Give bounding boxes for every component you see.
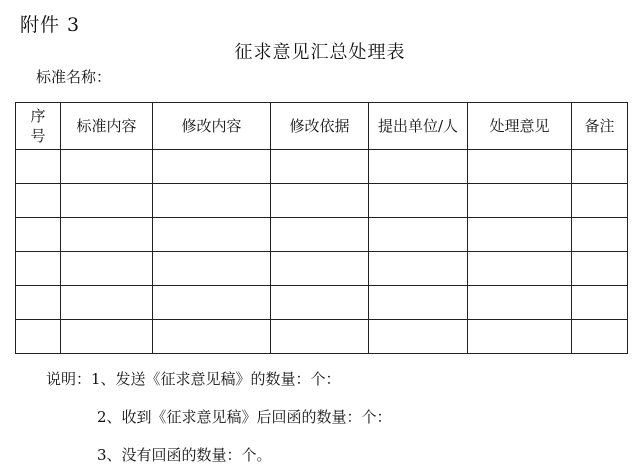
table-cell — [468, 218, 572, 252]
table-row — [16, 252, 628, 286]
table-cell — [271, 252, 369, 286]
table-row — [16, 320, 628, 354]
standard-name-label: 标准名称： — [36, 68, 112, 86]
table-cell — [271, 218, 369, 252]
column-header-submitter: 提出单位/人 — [369, 103, 468, 150]
table-cell — [16, 150, 61, 184]
table-cell — [16, 286, 61, 320]
table-cell — [468, 252, 572, 286]
table-row — [16, 218, 628, 252]
table-cell — [61, 252, 153, 286]
table-cell — [468, 286, 572, 320]
table-cell — [61, 286, 153, 320]
table-cell — [271, 184, 369, 218]
table-cell — [468, 320, 572, 354]
table-cell — [572, 252, 628, 286]
column-header-standard-content: 标准内容 — [61, 103, 153, 150]
table-cell — [271, 150, 369, 184]
note-line-received-count: 2、收到《征求意见稿》后回函的数量：个： — [97, 408, 392, 426]
table-cell — [468, 184, 572, 218]
table-row — [16, 286, 628, 320]
table-cell — [16, 320, 61, 354]
table-cell — [369, 218, 468, 252]
column-header-modified-content: 修改内容 — [153, 103, 271, 150]
table-cell — [61, 218, 153, 252]
table-cell — [153, 320, 271, 354]
page-title: 征求意见汇总处理表 — [234, 42, 406, 63]
table-cell — [369, 286, 468, 320]
table-cell — [369, 252, 468, 286]
table-cell — [369, 150, 468, 184]
table-cell — [572, 320, 628, 354]
table-cell — [16, 184, 61, 218]
table-cell — [61, 320, 153, 354]
table-cell — [61, 184, 153, 218]
table-row — [16, 150, 628, 184]
table-cell — [572, 150, 628, 184]
table-cell — [61, 150, 153, 184]
table-cell — [572, 218, 628, 252]
column-header-handling-opinion: 处理意见 — [468, 103, 572, 150]
table-cell — [468, 150, 572, 184]
table-cell — [153, 184, 271, 218]
table-cell — [271, 286, 369, 320]
table-cell — [572, 184, 628, 218]
table-cell — [369, 320, 468, 354]
table-cell — [16, 252, 61, 286]
table-cell — [153, 150, 271, 184]
comment-summary-table — [15, 102, 628, 354]
table-cell — [16, 218, 61, 252]
note-line-sent-count: 说明：1、发送《征求意见稿》的数量：个： — [46, 370, 341, 388]
column-header-remarks: 备注 — [572, 103, 628, 150]
serial-number-header-text: 序号 — [30, 107, 46, 145]
attachment-label: 附件 3 — [20, 14, 81, 36]
note-line-no-reply-count: 3、没有回函的数量：个。 — [97, 446, 272, 464]
table-cell — [572, 286, 628, 320]
table-cell — [271, 320, 369, 354]
column-header-modification-basis: 修改依据 — [271, 103, 369, 150]
table-cell — [369, 184, 468, 218]
table-header-row — [16, 103, 628, 150]
column-header-serial-number — [16, 103, 61, 150]
table-row — [16, 184, 628, 218]
table-cell — [153, 218, 271, 252]
table-cell — [153, 252, 271, 286]
table-cell — [153, 286, 271, 320]
